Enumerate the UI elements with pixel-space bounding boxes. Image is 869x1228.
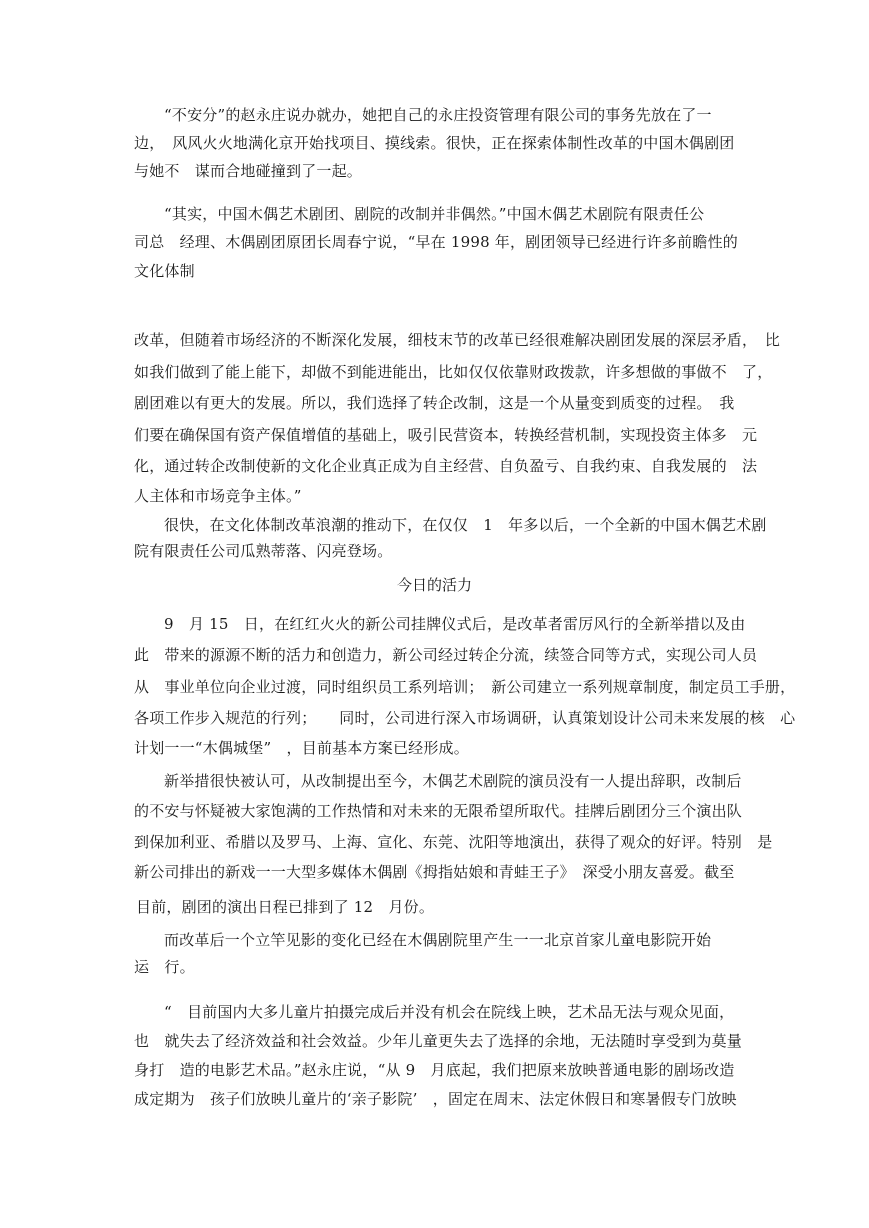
paragraph-line: 们要在确保国有资产保值增值的基础上，吸引民营资本，转换经营机制，实现投资主体多 元 (134, 426, 758, 444)
paragraph-line: 成定期为 孩子们放映儿童片的‘亲子影院’ ，固定在周末、法定休假日和寒暑假专门放映 (134, 1090, 737, 1108)
paragraph-line: 9 月 15 日，在红红火火的新公司挂牌仪式后，是改革者雷厉风行的全新举措以及由 (164, 615, 746, 633)
paragraph-line: 各项工作步入规范的行列； 同时，公司进行深入市场调研，认真策划设计公司未来发展的核 心 (134, 709, 796, 727)
paragraph-line: 计划一一“木偶城堡” ，目前基本方案已经形成。 (134, 739, 469, 757)
section-heading: 今日的活力 (396, 576, 472, 594)
paragraph-line: 目前，剧团的演出日程已排到了 12 月份。 (136, 898, 435, 916)
paragraph-line: 的不安与怀疑被大家饱满的工作热情和对未来的无限希望所取代。挂牌后剧团分三个演出队 (134, 802, 743, 820)
paragraph-line: 院有限责任公司瓜熟蒂落、闪亮登场。 (134, 542, 393, 560)
paragraph-line: “ 目前国内大多儿童片拍摄完成后并没有机会在院线上映，艺术品无法与观众见面， (164, 1003, 735, 1021)
paragraph-line: 从 事业单位向企业过渡，同时组织员工系列培训； 新公司建立一系列规章制度，制定员工手册， (134, 678, 796, 696)
paragraph-line: 改革，但随着市场经济的不断深化发展，细枝末节的改革已经很难解决剧团发展的深层矛盾， 比 (134, 331, 781, 349)
paragraph-line: 新公司排出的新戏一一大型多媒体木偶剧《拇指姑娘和青蛙王子》 深受小朋友喜爱。截至 (134, 863, 735, 881)
paragraph-line: 边， 风风火火地满化京开始找项目、摸线索。很快，正在探索体制性改革的中国木偶剧团 (134, 134, 735, 152)
paragraph-line: 人主体和市场竞争主体。” (134, 487, 302, 505)
paragraph-line: 如我们做到了能上能下，却做不到能进能出，比如仅仅依靠财政拨款，许多想做的事做不 了， (134, 363, 773, 381)
paragraph-line: 身打 造的电影艺术品。”赵永庄说，“从 9 月底起，我们把原来放映普通电影的剧场改造 (134, 1061, 735, 1079)
paragraph-line: 很快，在文化体制改革浪潮的推动下，在仅仅 1 年多以后，一个全新的中国木偶艺术剧 (164, 516, 767, 534)
paragraph-line: 到保加利亚、希腊以及罗马、上海、宣化、东莞、沈阳等地演出，获得了观众的好评。特别 是 (134, 833, 773, 851)
paragraph-line: 此 带来的源源不断的活力和创造力，新公司经过转企分流，续签合同等方式，实现公司人员 (134, 646, 758, 664)
paragraph-line: 与她不 谋而合地碰撞到了一起。 (134, 162, 363, 180)
paragraph-line: 而改革后一个立竿见影的变化已经在木偶剧院里产生一一北京首家儿童电影院开始 (164, 931, 712, 949)
paragraph-line: 新举措很快被认可，从改制提出至今，木偶艺术剧院的演员没有一人提出辞职，改制后 (164, 772, 742, 790)
paragraph-line: 也 就失去了经济效益和社会效益。少年儿童更失去了选择的余地，无法随时享受到为莫量 (134, 1032, 743, 1050)
paragraph-line: 运 行。 (134, 958, 195, 976)
paragraph-line: “其实，中国木偶艺术剧团、剧院的改制并非偶然。”中国木偶艺术剧院有限责任公 (164, 205, 705, 223)
paragraph-line: 司总 经理、木偶剧团原团长周春宁说，“早在 1998 年，剧团领导已经进行许多前瞻性的 (134, 233, 738, 251)
paragraph-line: 化，通过转企改制使新的文化企业真正成为自主经营、自负盈亏、自我约束、自我发展的 法 (134, 457, 758, 475)
paragraph-line: 文化体制 (134, 262, 195, 280)
paragraph-line: “不安分”的赵永庄说办就办，她把自己的永庄投资管理有限公司的事务先放在了一 (164, 106, 712, 124)
paragraph-line: 剧团难以有更大的发展。所以，我们选择了转企改制，这是一个从量变到质变的过程。 我 (134, 394, 735, 412)
